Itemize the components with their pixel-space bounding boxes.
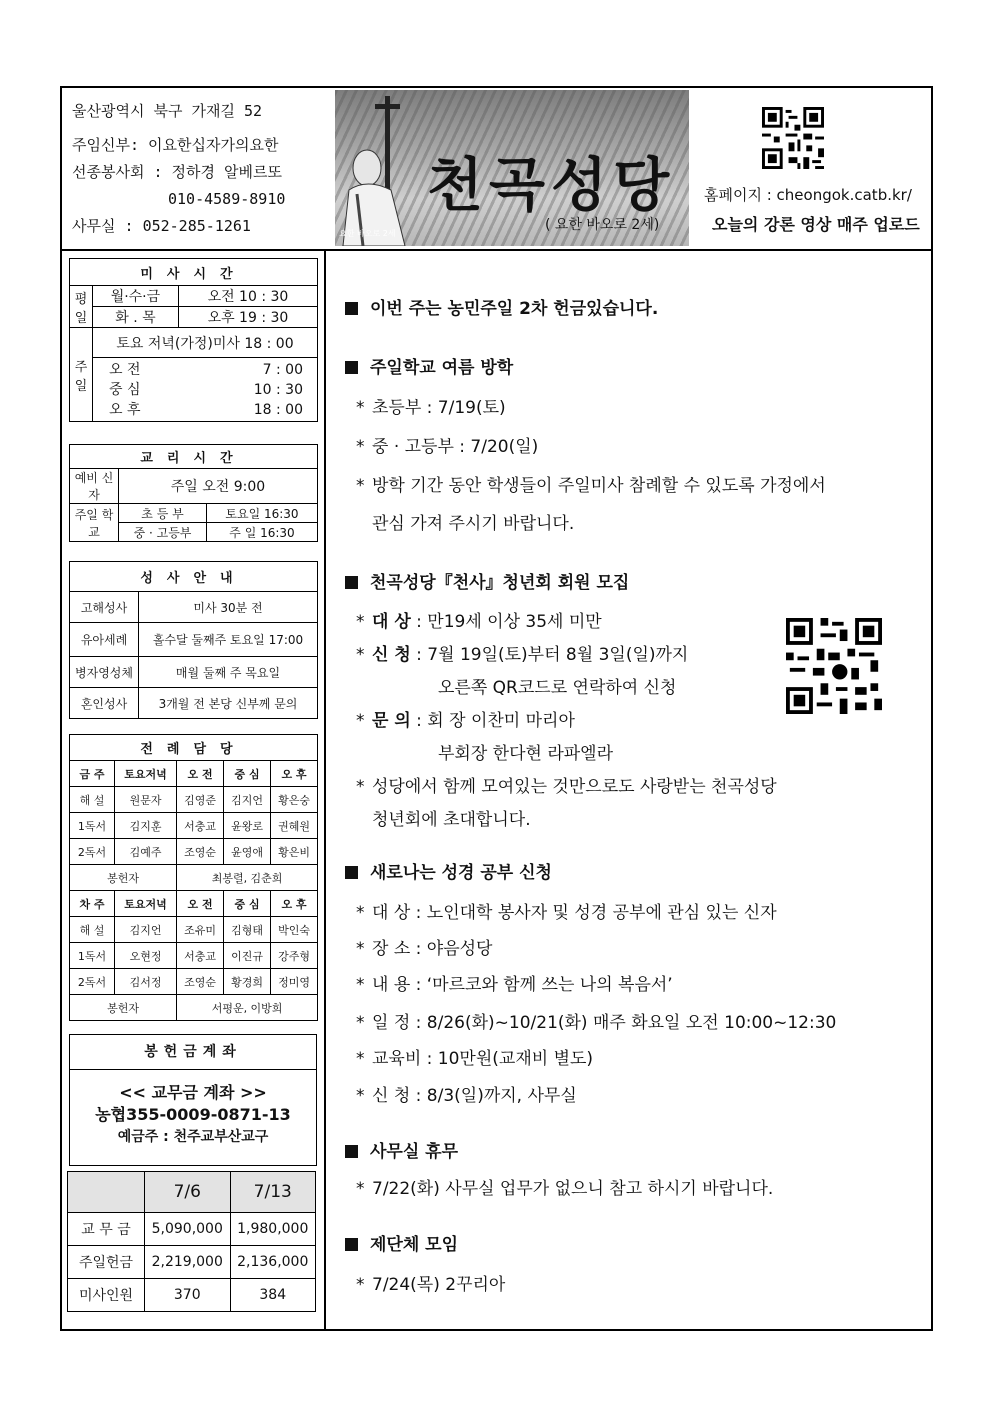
list-item: * 7/22(화) 사무실 업무가 없으니 참고 하시기 바랍니다. <box>356 1179 774 1199</box>
star-bullet-icon: * <box>356 711 365 731</box>
list-item: * 일 정 : 8/26(화)~10/21(화) 매주 화요일 오전 10:00~12:30 <box>356 1013 837 1033</box>
star-bullet-icon: * <box>356 398 365 418</box>
sacrament-name: 유아세례 <box>70 623 139 657</box>
offering-label: 봉헌자 <box>70 995 177 1021</box>
liturgy-cell: 1독서 <box>70 943 115 969</box>
church-banner <box>335 90 689 246</box>
sunday-school-label: 주일 학교 <box>70 504 119 542</box>
liturgy-cell: 해 설 <box>70 787 115 813</box>
liturgy-cell: 박인숙 <box>271 917 318 943</box>
liturgy-cell: 원문자 <box>115 787 177 813</box>
notice-groups-meeting <box>345 1230 458 1255</box>
liturgy-cell: 2독서 <box>70 969 115 995</box>
notice-summer-break <box>345 353 513 378</box>
finance-label: 주일헌금 <box>68 1246 145 1279</box>
sunday-slot-label: 중 심 <box>109 381 141 398</box>
account-title: 봉헌금계좌 <box>70 1035 316 1070</box>
star-bullet-icon: * <box>356 1275 365 1295</box>
finance-value: 2,219,000 <box>145 1246 231 1279</box>
list-item: * 문 의 : 회 장 이찬미 마리아 <box>356 711 575 731</box>
weekday-label: 평일 <box>70 286 93 328</box>
school-time: 토요일 16:30 <box>206 504 317 523</box>
school-time: 주 일 16:30 <box>206 523 317 542</box>
finance-date: 7/13 <box>230 1172 316 1213</box>
square-bullet-icon <box>345 576 358 589</box>
liturgy-cell: 조영순 <box>177 839 224 865</box>
list-item: * 성당에서 함께 모여있는 것만으로도 사랑받는 천곡성당 <box>356 777 777 797</box>
square-bullet-icon <box>345 302 358 315</box>
sacrament-info: 매월 둘째 주 목요일 <box>139 657 318 688</box>
catechumen-time: 주일 오전 9:00 <box>119 469 318 504</box>
sunday-slot-time: 18 : 00 <box>253 401 303 418</box>
liturgy-cell: 김서정 <box>115 969 177 995</box>
liturgy-title: 전례담당 <box>70 735 318 761</box>
liturgy-cell: 김지언 <box>115 917 177 943</box>
account-holder: 예금주 : 천주교부산교구 <box>117 1129 269 1145</box>
sunday-slot-time: 10 : 30 <box>253 381 303 398</box>
finance-label: 교 무 금 <box>68 1213 145 1246</box>
list-item-continued: 오른쪽 QR코드로 연락하여 신청 <box>438 678 677 698</box>
pope-figure-image <box>335 90 435 246</box>
star-bullet-icon: * <box>356 645 365 665</box>
list-item: * 신 청 : 8/3(일)까지, 사무실 <box>356 1086 577 1106</box>
square-bullet-icon <box>345 1238 358 1251</box>
finance-value: 2,136,000 <box>230 1246 316 1279</box>
liturgy-cell: 1독서 <box>70 813 115 839</box>
mass-times-title: 미사시간 <box>70 259 318 286</box>
catechism-box <box>69 444 318 542</box>
sunday-slot-label: 오 전 <box>109 361 141 378</box>
sacrament-info: 미사 30분 전 <box>139 592 318 623</box>
list-item: * 중 · 고등부 : 7/20(일) <box>356 437 539 457</box>
liturgy-header: 오 전 <box>177 761 224 787</box>
liturgy-cell: 김예주 <box>115 839 177 865</box>
notice-title: 사무실 휴무 <box>370 1142 459 1162</box>
notice-youth-group <box>345 568 629 593</box>
council: 선종봉사회 : 정하경 알베르또 <box>72 163 283 181</box>
weekday-days-2: 화 . 목 <box>93 307 179 328</box>
weekday-days-1: 월·수·금 <box>93 286 179 307</box>
liturgy-header: 금 주 <box>70 761 115 787</box>
notice-text: 이번 주는 농민주일 2차 헌금있습니다. <box>370 299 659 319</box>
star-bullet-icon: * <box>356 939 365 959</box>
liturgy-box <box>69 734 318 1021</box>
weekday-time-1: 오전 10 : 30 <box>178 286 317 307</box>
liturgy-cell: 김형태 <box>224 917 271 943</box>
star-bullet-icon: * <box>356 903 365 923</box>
finance-date: 7/6 <box>145 1172 231 1213</box>
notice-title: 주일학교 여름 방학 <box>370 358 514 378</box>
star-bullet-icon: * <box>356 1013 365 1033</box>
liturgy-cell: 권혜원 <box>271 813 318 839</box>
liturgy-cell: 오현정 <box>115 943 177 969</box>
notice-title: 천곡성당『천사』청년회 회원 모집 <box>370 573 630 593</box>
square-bullet-icon <box>345 866 358 879</box>
finance-label: 미사인원 <box>68 1279 145 1312</box>
star-bullet-icon: * <box>356 1049 365 1069</box>
star-bullet-icon: * <box>356 476 365 496</box>
account-subtitle: << 교무금 계좌 >> <box>119 1083 267 1102</box>
catechism-title: 교리시간 <box>70 445 318 469</box>
liturgy-header: 중 심 <box>224 891 271 917</box>
liturgy-cell: 윤왕로 <box>224 813 271 839</box>
liturgy-header: 토요저녁 <box>115 761 177 787</box>
liturgy-cell: 조유미 <box>177 917 224 943</box>
school-grade: 초 등 부 <box>119 504 207 523</box>
office-phone: 사무실 : 052-285-1261 <box>72 217 251 235</box>
list-item: * 내 용 : ‘마르코와 함께 쓰는 나의 복음서’ <box>356 975 673 995</box>
liturgy-cell: 서충교 <box>177 943 224 969</box>
finance-value: 1,980,000 <box>230 1213 316 1246</box>
sunday-slot-label: 오 후 <box>109 401 141 418</box>
patron-saint: ( 요한 바오로 2세) <box>545 217 660 233</box>
list-item-continued: 부회장 한다현 라파엘라 <box>438 744 614 764</box>
offering-names: 서평운, 이방희 <box>177 995 318 1021</box>
sunday-label: 주일 <box>70 328 93 422</box>
star-bullet-icon: * <box>356 437 365 457</box>
finance-value: 5,090,000 <box>145 1213 231 1246</box>
weekday-time-2: 오후 19 : 30 <box>178 307 317 328</box>
liturgy-cell: 황은비 <box>271 839 318 865</box>
sunday-mass-list <box>93 358 318 422</box>
liturgy-header: 차 주 <box>70 891 115 917</box>
catechumen-label: 예비 신자 <box>70 469 119 504</box>
liturgy-cell: 조영순 <box>177 969 224 995</box>
sacrament-info: 3개월 전 본당 신부께 문의 <box>139 688 318 719</box>
youth-group-qr-code[interactable] <box>786 618 882 714</box>
star-bullet-icon: * <box>356 612 365 632</box>
address: 울산광역시 북구 가재길 52 <box>72 102 263 120</box>
finance-corner <box>68 1172 145 1213</box>
finance-value: 384 <box>230 1279 316 1312</box>
mass-times-box <box>69 258 318 422</box>
saturday-mass: 토요 저녁(가정)미사 18 : 00 <box>93 328 318 358</box>
liturgy-cell: 황경희 <box>224 969 271 995</box>
finance-value: 370 <box>145 1279 231 1312</box>
star-bullet-icon: * <box>356 975 365 995</box>
notice-title: 제단체 모임 <box>370 1235 459 1255</box>
sacrament-name: 병자영성체 <box>70 657 139 688</box>
liturgy-cell: 정미영 <box>271 969 318 995</box>
liturgy-cell: 강주형 <box>271 943 318 969</box>
sacrament-name: 고해성사 <box>70 592 139 623</box>
sacraments-box <box>69 561 318 719</box>
sacrament-info: 홀수달 둘째주 토요일 17:00 <box>139 623 318 657</box>
list-item-continued: 청년회에 초대합니다. <box>372 810 531 830</box>
list-item: * 교육비 : 10만원(교재비 별도) <box>356 1049 594 1069</box>
liturgy-header: 중 심 <box>224 761 271 787</box>
video-notice: 오늘의 강론 영상 매주 업로드 <box>712 215 920 234</box>
council-phone: 010-4589-8910 <box>168 190 286 208</box>
list-item: * 7/24(목) 2꾸리아 <box>356 1275 506 1295</box>
list-item: * 장 소 : 야음성당 <box>356 939 493 959</box>
list-item: * 대 상 : 만19세 이상 35세 미만 <box>356 612 602 632</box>
liturgy-header: 오 후 <box>271 761 318 787</box>
liturgy-cell: 김지훈 <box>115 813 177 839</box>
list-item-continued: 관심 가져 주시기 바랍니다. <box>372 514 575 534</box>
finance-table <box>67 1171 316 1312</box>
square-bullet-icon <box>345 1145 358 1158</box>
liturgy-cell: 2독서 <box>70 839 115 865</box>
notice-bible-study <box>345 858 552 883</box>
star-bullet-icon: * <box>356 777 365 797</box>
star-bullet-icon: * <box>356 1086 365 1106</box>
header-divider <box>60 249 933 251</box>
list-item: * 신 청 : 7월 19일(토)부터 8월 3일(일)까지 <box>356 645 689 665</box>
homepage-qr-code[interactable] <box>762 107 824 169</box>
liturgy-cell: 김지언 <box>224 787 271 813</box>
notice-offering <box>345 294 658 319</box>
liturgy-cell: 윤영애 <box>224 839 271 865</box>
photo-caption: 요한 바오로 2세 <box>339 229 396 238</box>
offering-label: 봉헌자 <box>70 865 177 891</box>
sunday-slot-time: 7 : 00 <box>262 361 303 378</box>
account-number: 농협355-0009-0871-13 <box>95 1105 291 1124</box>
liturgy-header: 토요저녁 <box>115 891 177 917</box>
offering-names: 최봉렬, 김춘희 <box>177 865 318 891</box>
homepage-url[interactable]: 홈페이지 : cheongok.catb.kr/ <box>704 186 912 204</box>
liturgy-header: 오 후 <box>271 891 318 917</box>
liturgy-cell: 황은숭 <box>271 787 318 813</box>
liturgy-cell: 이진규 <box>224 943 271 969</box>
list-item: * 방학 기간 동안 학생들이 주일미사 참례할 수 있도록 가정에서 <box>356 476 826 496</box>
column-divider <box>324 249 326 1331</box>
school-grade: 중 · 고등부 <box>119 523 207 542</box>
list-item: * 초등부 : 7/19(토) <box>356 398 506 418</box>
liturgy-cell: 서충교 <box>177 813 224 839</box>
pastor: 주임신부: 이요한십자가의요한 <box>72 136 279 154</box>
star-bullet-icon: * <box>356 1179 365 1199</box>
notice-title: 새로나는 성경 공부 신청 <box>370 863 552 883</box>
square-bullet-icon <box>345 361 358 374</box>
liturgy-header: 오 전 <box>177 891 224 917</box>
church-title: 천곡성당 <box>427 151 676 219</box>
list-item: * 대 상 : 노인대학 봉사자 및 성경 공부에 관심 있는 신자 <box>356 903 777 923</box>
notice-office-closed <box>345 1137 458 1162</box>
liturgy-cell: 해 설 <box>70 917 115 943</box>
sacrament-name: 혼인성사 <box>70 688 139 719</box>
offering-account-box <box>69 1034 317 1166</box>
liturgy-cell: 김영준 <box>177 787 224 813</box>
sacraments-title: 성사안내 <box>70 562 318 592</box>
